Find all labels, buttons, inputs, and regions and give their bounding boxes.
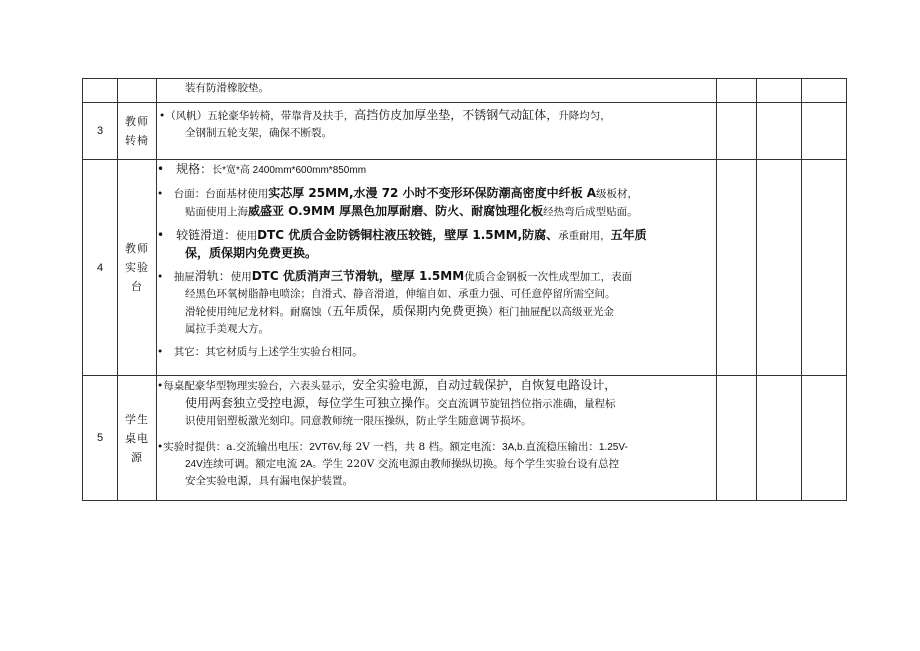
text-segment: • 规格：: [157, 162, 213, 176]
emphasis-text: 安全实验电源，自动过载保护，自恢复电路设计，: [352, 378, 617, 392]
spec-item: [157, 161, 716, 179]
equipment-spec-table: [82, 78, 847, 501]
spec-line: [157, 203, 716, 221]
emphasis-text: 实芯厚 25MM,水漫 72 小时不变形环保防潮高密度中纤板 A: [268, 186, 597, 200]
description-cell: [157, 103, 717, 160]
text-segment: 滑轮使用纯尼龙材料。耐腐蚀（: [185, 306, 332, 318]
row-number: 5: [83, 376, 118, 501]
spec-line: [157, 456, 716, 473]
empty-cell: [757, 103, 802, 160]
table-row: [83, 103, 847, 160]
text-segment: 2A。: [297, 459, 323, 470]
text-segment: 滑轨：: [194, 269, 231, 283]
text-segment: 学生 220V 交流电源由教师操纵切换。每个学生实验台设有总控: [322, 458, 620, 470]
text-segment: • 台面：台面基材使用: [157, 188, 269, 200]
description-cell: [157, 160, 717, 376]
text-segment: • 较链滑道：: [157, 228, 237, 242]
spec-line: 保，质保期内免费更换。: [185, 246, 318, 260]
spec-item: [157, 227, 716, 245]
item-name-cell: [118, 160, 157, 376]
empty-cell: [717, 103, 757, 160]
spec-line: [157, 395, 716, 413]
emphasis-text: 高挡仿皮加厚坐垫，不锈钢气动缸体，: [354, 108, 559, 122]
empty-cell: [802, 160, 847, 376]
text-segment: 使用: [236, 230, 258, 242]
text-segment: 优质合金钢板一次性成型加工，表面: [464, 271, 633, 283]
text-segment: 1.25V-: [598, 442, 628, 453]
table-row: [83, 79, 847, 103]
description-cell: [157, 79, 717, 103]
text-segment: •实验时提供：a.交流输出电压：: [157, 441, 310, 453]
text-segment: 经热弯后成型贴面。: [543, 206, 638, 218]
empty-cell: [717, 160, 757, 376]
item-name-line: 台: [131, 280, 143, 293]
empty-cell: [802, 376, 847, 501]
row-number: 4: [83, 160, 118, 376]
spec-line: [157, 303, 716, 321]
item-name-line: 转椅: [125, 134, 149, 147]
text-segment: ）柜门抽屉配以高级亚光金: [488, 306, 615, 318]
description-line: 全钢制五轮支架，确保不断裂。: [185, 127, 332, 139]
description-line: 装有防滑橡胶垫。: [185, 82, 269, 94]
spec-item: [157, 377, 716, 395]
spec-item: [157, 185, 716, 203]
table-row: [83, 160, 847, 376]
emphasis-text: DTC 优质消声三节滑轨，壁厚 1.5MM: [251, 269, 465, 283]
item-name-line: 学生: [125, 412, 149, 426]
text-segment: 升降均匀，: [558, 110, 611, 122]
item-name-line: 源: [131, 450, 143, 464]
emphasis-text: 五年质: [610, 228, 647, 242]
spec-line: 属拉手美观大方。: [185, 323, 269, 335]
spec-line: 安全实验电源，具有漏电保护装置。: [185, 475, 353, 487]
text-segment: 24V: [185, 459, 203, 470]
item-name-line: 教师: [125, 242, 149, 255]
text-segment: 使用: [230, 271, 252, 283]
text-segment: 贴面使用上海: [185, 206, 248, 218]
empty-cell: [757, 160, 802, 376]
table-row: [83, 376, 847, 501]
text-segment: •每桌配豪华型物理实验台，六表头显示，: [157, 380, 353, 392]
item-name-line: 实验: [125, 261, 149, 274]
spec-item: [157, 439, 716, 456]
text-segment: 3A,b.: [502, 442, 526, 453]
text-segment: 级板材，: [596, 188, 639, 200]
text-segment: 承重耐用，: [558, 230, 611, 242]
item-name-cell: [118, 103, 157, 160]
empty-cell: [717, 79, 757, 103]
empty-cell: [802, 103, 847, 160]
empty-cell: [717, 376, 757, 501]
emphasis-text: 使用两套独立受控电源，每位学生可独立操作。: [185, 396, 438, 410]
text-segment: 直流稳压输出：: [525, 441, 599, 453]
text-segment: 长*宽*高 2400mm*600mm*850mm: [212, 165, 367, 176]
text-segment: 每 2V 一档，共 8 档。额定电流：: [341, 441, 503, 453]
text-segment: 2VT6V,: [309, 442, 342, 453]
emphasis-text: 五年质保，质保期内免费更换: [332, 304, 489, 318]
row-number-cell: [83, 79, 118, 103]
spec-item: • 其它：其它材质与上述学生实验台相同。: [157, 346, 363, 358]
description-line: [157, 107, 716, 125]
item-name-cell: [118, 376, 157, 501]
row-number: 3: [83, 103, 118, 160]
text-segment: •（风帆）五轮豪华转椅，带靠背及扶手，: [159, 110, 355, 122]
empty-cell: [802, 79, 847, 103]
spec-line: 识使用铝塑板激光刻印。同意教师统一限压操纵，防止学生随意调节损坏。: [185, 415, 532, 427]
empty-cell: [757, 376, 802, 501]
text-segment: 交直流调节旋钮挡位指示准确，量程标: [437, 398, 616, 410]
item-name-cell: [118, 79, 157, 103]
spec-line: 经黑色环氧树脂静电喷涂；自滑式、静音滑道，伸缩自如、承重力强、可任意停留所需空间。: [185, 288, 616, 300]
spec-item: [157, 268, 716, 286]
text-segment: 连续可调。额定电流: [202, 458, 298, 470]
item-name-line: 桌电: [125, 431, 149, 445]
text-segment: • 抽屉: [157, 271, 195, 283]
empty-cell: [757, 79, 802, 103]
emphasis-text: 威盛亚 O.9MM 厚黑色加厚耐磨、防火、耐腐蚀理化板: [248, 204, 544, 218]
emphasis-text: DTC 优质合金防锈铜柱液压较链，壁厚 1.5MM,防腐、: [257, 228, 559, 242]
item-name-line: 教师: [125, 115, 149, 128]
description-cell: [157, 376, 717, 501]
